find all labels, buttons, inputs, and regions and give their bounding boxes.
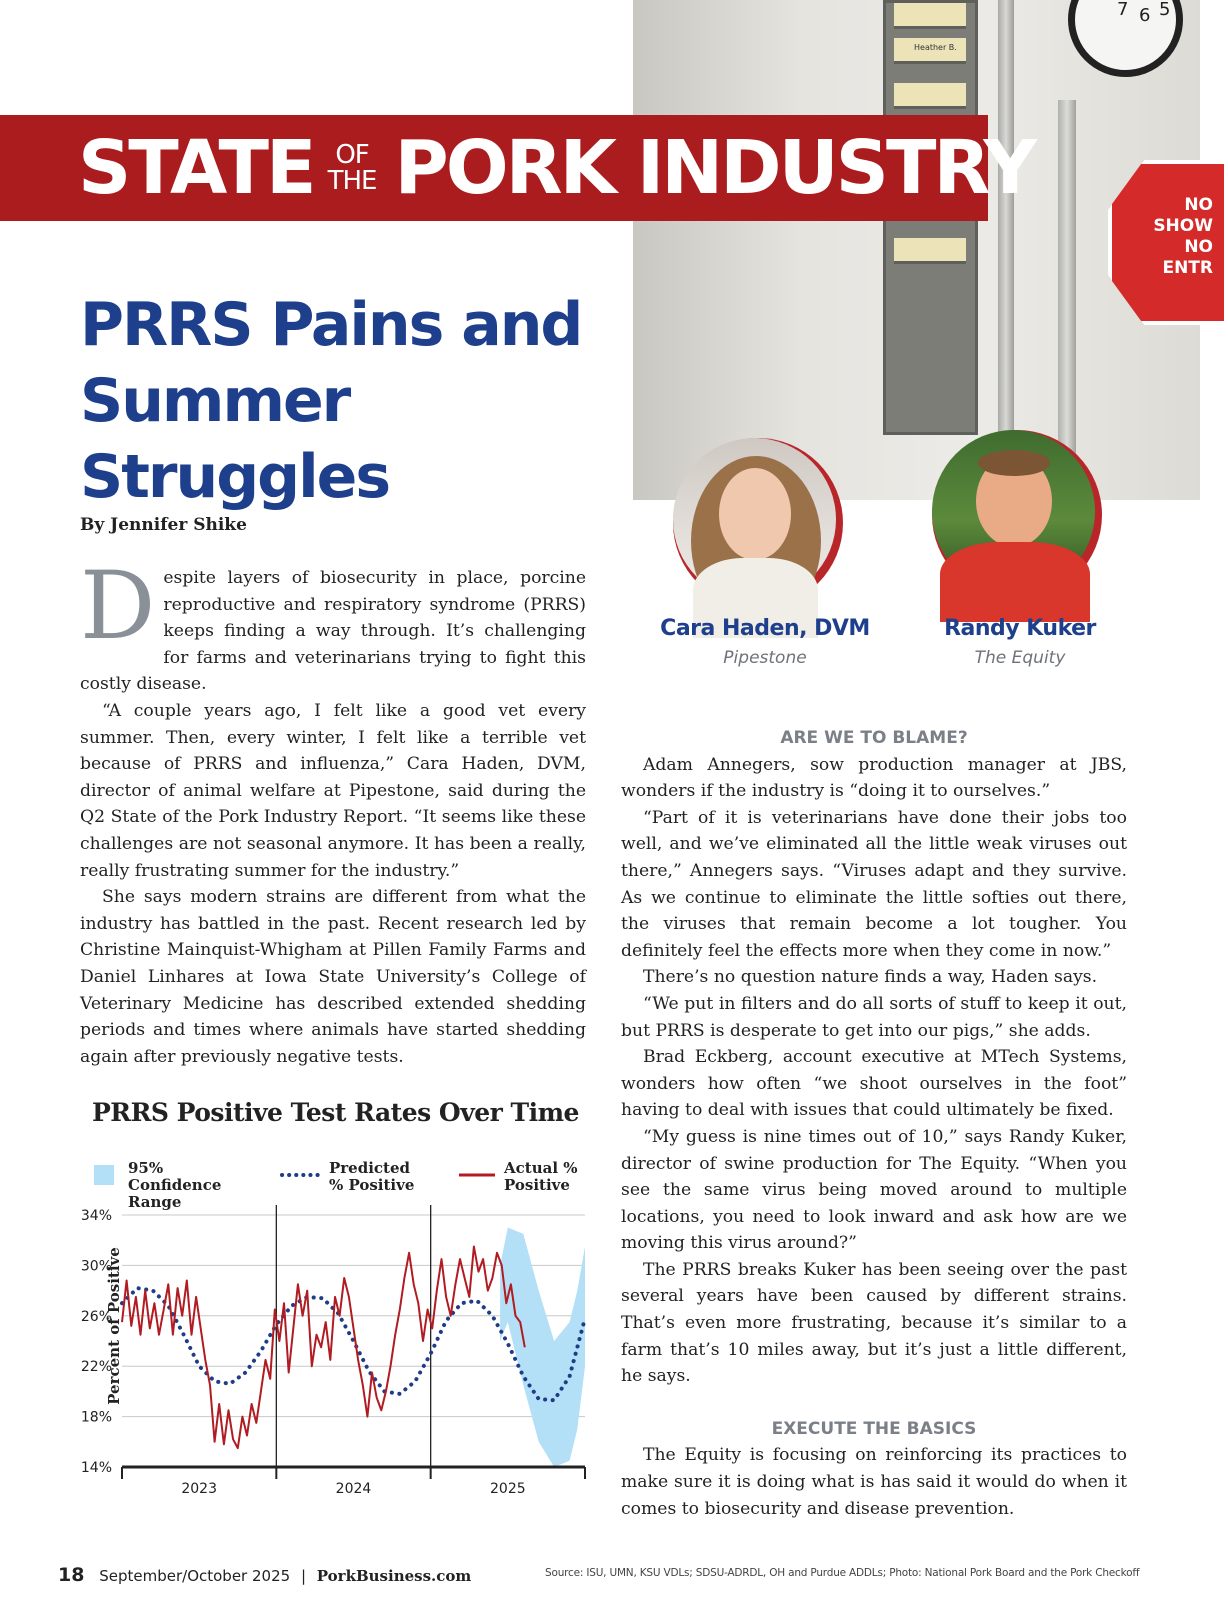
paragraph: Despite layers of biosecurity in place, porcine reproductive and respiratory syndrome (PRRS) keeps finding a way through. It’s challenging for farms and veterinarians trying to fight this costly disease.: [80, 552, 586, 695]
portrait-cara-haden: [673, 438, 843, 608]
source-credit: Source: ISU, UMN, KSU VDLs; SDSU-ADRDL, OH and Purdue ADDLs; Photo: National Pork Board and the Pork Checkoff: [545, 1567, 1140, 1579]
y-tick-label: 18%: [80, 1409, 112, 1426]
person-org: Pipestone: [723, 648, 807, 668]
site-link[interactable]: PorkBusiness.com: [316, 1567, 472, 1585]
x-tick-label: 2023: [181, 1481, 217, 1497]
x-tick-label: 2024: [335, 1481, 372, 1497]
face: [719, 468, 791, 560]
legend-predicted-swatch: [280, 1170, 320, 1180]
hair: [978, 450, 1050, 476]
paragraph: There’s no question nature finds a way, Haden says.: [643, 967, 1098, 988]
person-name: Randy Kuker: [944, 616, 1096, 641]
footer-separator: |: [300, 1567, 307, 1585]
section-subhead: ARE WE TO BLAME?: [780, 728, 968, 748]
clock-number: 6: [1139, 5, 1151, 26]
paragraph: “Part of it is veterinarians have done their jobs too well, and we’ve eliminated all the little weak viruses out there,” Annegers says. “Viruses adapt and they survive. As we continue to eliminate the little softies out there, the viruses that remain become a lot tougher. You definitely feel the effects more when they come in now.”: [621, 807, 1127, 961]
file-slot: [894, 3, 966, 29]
banner-word-pork-industry: PORK INDUSTRY: [394, 125, 1034, 211]
confidence-band: [500, 1228, 585, 1467]
y-tick-label: 26%: [80, 1308, 112, 1325]
byline: By Jennifer Shike: [80, 515, 247, 535]
y-tick-label: 34%: [80, 1208, 112, 1224]
series-actual-line: [122, 1247, 525, 1449]
slot-label: Heather B.: [914, 43, 957, 52]
portrait-randy-kuker: [932, 430, 1102, 600]
paragraph: Brad Eckberg, account executive at MTech Systems, wonders how often “we shoot ourselves in the foot” having to deal with issues that could ultimately be fixed.: [621, 1047, 1127, 1121]
paragraph: Adam Annegers, sow production manager at JBS, wonders if the industry is “doing it to ourselves.”: [621, 754, 1127, 802]
banner-word-state: STATE: [78, 125, 314, 211]
y-tick-label: 14%: [80, 1460, 112, 1476]
file-slot: [894, 238, 966, 264]
legend-band-swatch: [94, 1165, 114, 1185]
legend-actual-swatch: [459, 1170, 495, 1180]
paragraph: The Equity is focusing on reinforcing its practices to make sure it is doing what is has said it would do when it comes to biosecurity and disease prevention.: [621, 1445, 1127, 1519]
x-tick-label: 2025: [490, 1481, 526, 1497]
section-subhead: EXECUTE THE BASICS: [771, 1418, 977, 1439]
y-axis-label: Percent of Positive: [105, 1247, 123, 1405]
banner-of-the: OF THE: [327, 140, 377, 196]
prrs-chart: [0, 1195, 600, 1515]
y-tick-label: 30%: [80, 1258, 112, 1275]
file-slot: [894, 38, 966, 64]
issue-date: September/October 2025: [99, 1567, 291, 1585]
person-org: The Equity: [974, 648, 1066, 668]
page-footer: [58, 1564, 471, 1586]
clock-number: 7: [1117, 0, 1129, 20]
shirt: [940, 542, 1090, 622]
y-tick-label: 22%: [80, 1359, 112, 1376]
paragraph: “A couple years ago, I felt like a good vet every summer. Then, every winter, I felt like a terrible vet because of PRRS and influenza,” Cara Haden, DVM, director of animal welfare at Pipestone, said during the Q2 State of the Pork Industry Report. “It seems like these challenges are not seasonal anymore. It has been a really, really frustrating summer for the industry.”: [80, 700, 586, 881]
person-name: Cara Haden, DVM: [660, 616, 870, 641]
paragraph: “We put in filters and do all sorts of stuff to keep it out, but PRRS is desperate to get into our pigs,” she adds.: [621, 993, 1127, 1041]
wall-pipe: [1058, 100, 1076, 500]
section-banner-title: [78, 125, 1034, 211]
legend-actual-label: Actual % Positive: [504, 1159, 578, 1194]
sign-text: NO SHOW NO ENTR: [1153, 195, 1213, 278]
page-number: 18: [58, 1564, 85, 1586]
file-slot: [894, 83, 966, 109]
drop-cap: D: [80, 552, 156, 661]
article-right-column: [621, 725, 1127, 1522]
paragraph: The PRRS breaks Kuker has been seeing over the past several years have been caused by different strains. That’s even more frustrating, because it’s similar to a farm that’s 10 miles away, but it’s just a little different, he says.: [621, 1259, 1127, 1387]
article-headline: PRRS Pains and Summer Struggles: [80, 290, 582, 512]
legend-predicted-label: Predicted % Positive: [329, 1159, 415, 1194]
clock-number: 5: [1159, 0, 1171, 20]
wall-pipe: [998, 0, 1014, 500]
article-left-column: [80, 552, 586, 1070]
chart-title: PRRS Positive Test Rates Over Time: [92, 1098, 579, 1127]
paragraph: “My guess is nine times out of 10,” says Randy Kuker, director of swine production for The Equity. “When you see the same virus being moved around to multiple locations, you need to look inward and ask how are we moving this virus around?”: [621, 1126, 1127, 1254]
legend-band-label: 95% Confidence Range: [128, 1159, 222, 1211]
paragraph: She says modern strains are different from what the industry has battled in the past. Recent research led by Christine Mainquist-Whigham at Pillen Family Farms and Daniel Linhares at Iowa State University’s College of Veterinary Medicine has described extended shedding periods and times where animals have started shedding again after previously negative tests.: [80, 887, 586, 1067]
header-photo: [633, 0, 1213, 500]
